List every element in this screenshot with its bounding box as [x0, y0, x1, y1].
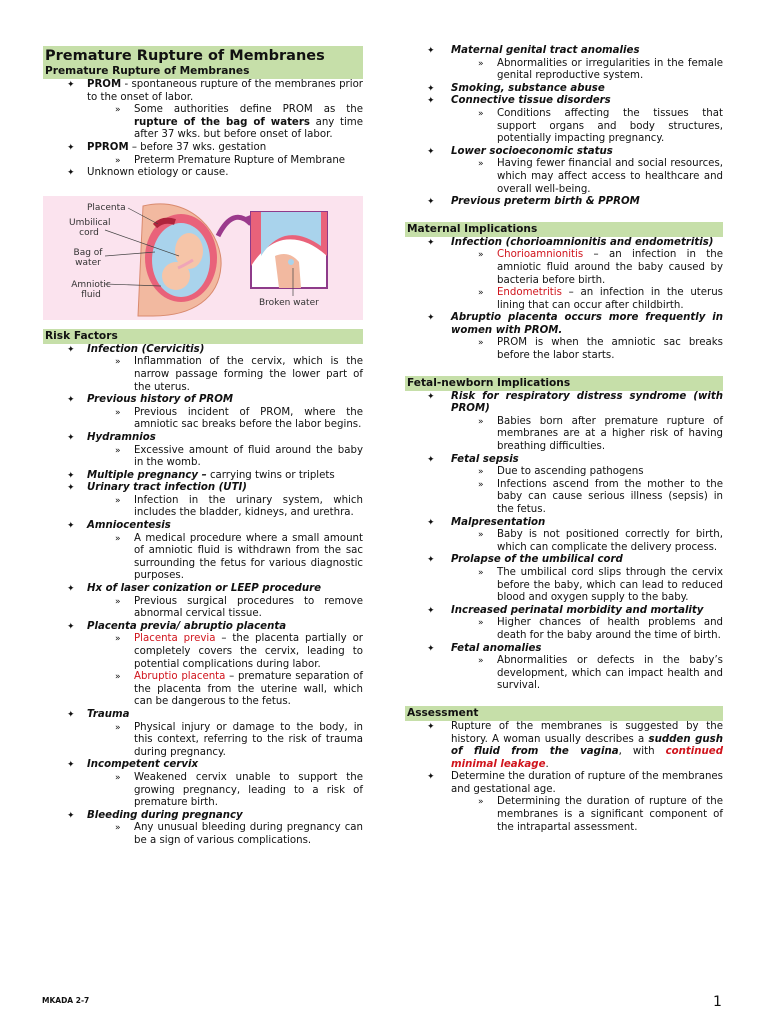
list-item: » Determining the duration of rupture of the membranes is a significant component of the intrapartal assessment. — [405, 796, 723, 834]
label-broken-water: Broken water — [259, 297, 319, 308]
list-item: » Infection in the urinary system, which includes the bladder, kidneys, and urethra. — [43, 495, 363, 520]
list-item: ✦ Lower socioeconomic status — [405, 146, 723, 159]
section-heading-maternal: Maternal Implications — [405, 222, 723, 237]
list-item: » Chorioamnionitis – an infection in the amniotic fluid around the baby caused by bacteria before birth. — [405, 249, 723, 287]
section-heading-assessment: Assessment — [405, 706, 723, 721]
list-item: ✦ Malpresentation — [405, 517, 723, 530]
section-heading-fetal: Fetal-newborn Implications — [405, 376, 723, 391]
list-item: ✦ Multiple pregnancy – carrying twins or triplets — [43, 470, 363, 483]
footer-code: MKADA 2-7 — [42, 996, 90, 1005]
fetal-implications-list — [405, 391, 723, 693]
list-item: ✦ Abruptio placenta occurs more frequently in women with PROM. — [405, 312, 723, 337]
label-amniotic-fluid: Amniotic fluid — [71, 279, 111, 300]
risk-factors-list — [43, 344, 363, 848]
list-item: » The umbilical cord slips through the cervix before the baby, which can lead to reduced blood and oxygen supply to the baby. — [405, 567, 723, 605]
list-item: » Abnormalities or defects in the baby’s development, which can impact health and survival. — [405, 655, 723, 693]
list-item: ✦ Unknown etiology or cause. — [43, 167, 363, 180]
list-item: ✦ Fetal anomalies — [405, 643, 723, 656]
list-item: ✦ Maternal genital tract anomalies — [405, 45, 723, 58]
maternal-implications-list — [405, 237, 723, 363]
list-item: » Previous surgical procedures to remove abnormal cervical tissue. — [43, 596, 363, 621]
list-item: ✦ Hx of laser conization or LEEP procedure — [43, 583, 363, 596]
right-column — [405, 45, 723, 834]
list-item: » Higher chances of health problems and death for the baby around the time of birth. — [405, 617, 723, 642]
list-item: ✦ Bleeding during pregnancy — [43, 810, 363, 823]
list-item: » Due to ascending pathogens — [405, 466, 723, 479]
list-item: ✦ Infection (Cervicitis) — [43, 344, 363, 357]
assessment-list — [405, 721, 723, 834]
list-item: ✦ Determine the duration of rupture of the membranes and gestational age. — [405, 771, 723, 796]
list-item: » A medical procedure where a small amount of amniotic fluid is withdrawn from the sac surrounding the fetus for various diagnostic purposes. — [43, 533, 363, 583]
list-item: ✦ Risk for respiratory distress syndrome (with PROM) — [405, 391, 723, 416]
list-item: » Weakened cervix unable to support the growing pregnancy, leading to a risk of premature birth. — [43, 772, 363, 810]
list-item: ✦ PPROM – before 37 wks. gestation — [43, 142, 363, 155]
list-item: » Some authorities define PROM as the rupture of the bag of waters any time after 37 wks. but before onset of labor. — [43, 104, 363, 142]
label-umbilical-cord: Umbilical cord — [69, 217, 111, 238]
list-item: ✦ Rupture of the membranes is suggested by the history. A woman usually describes a sudden gush of fluid from the vagina, with continued minimal leakage. — [405, 721, 723, 771]
list-item: » Previous incident of PROM, where the amniotic sac breaks before the labor begins. — [43, 407, 363, 432]
list-item: ✦ Connective tissue disorders — [405, 95, 723, 108]
risk-factors-continued-list — [405, 45, 723, 209]
list-item: ✦ Increased perinatal morbidity and mortality — [405, 605, 723, 618]
label-bag-of-water: Bag of water — [73, 247, 103, 268]
list-item: ✦ Smoking, substance abuse — [405, 83, 723, 96]
list-item: ✦ Incompetent cervix — [43, 759, 363, 772]
list-item: ✦ Trauma — [43, 709, 363, 722]
list-item: » Preterm Premature Rupture of Membrane — [43, 155, 363, 168]
left-column — [43, 46, 363, 848]
list-item: » Any unusual bleeding during pregnancy can be a sign of various complications. — [43, 822, 363, 847]
list-item: ✦ Placenta previa/ abruptio placenta — [43, 621, 363, 634]
list-item: ✦ Infection (chorioamnionitis and endometritis) — [405, 237, 723, 250]
list-item: » Abnormalities or irregularities in the female genital reproductive system. — [405, 58, 723, 83]
list-item: » Conditions affecting the tissues that support organs and body structures, potentially impacting pregnancy. — [405, 108, 723, 146]
list-item: » PROM is when the amniotic sac breaks before the labor starts. — [405, 337, 723, 362]
page-title: Premature Rupture of Membranes — [43, 46, 363, 65]
page-number: 1 — [713, 994, 722, 1010]
list-item: » Baby is not positioned correctly for birth, which can complicate the delivery process. — [405, 529, 723, 554]
list-item: » Physical injury or damage to the body, in this context, referring to the risk of trauma during pregnancy. — [43, 722, 363, 760]
list-item: ✦ Fetal sepsis — [405, 454, 723, 467]
list-item: » Excessive amount of fluid around the baby in the womb. — [43, 445, 363, 470]
list-item: ✦ Prolapse of the umbilical cord — [405, 554, 723, 567]
label-placenta: Placenta — [87, 202, 126, 213]
list-item: ✦ PROM - spontaneous rupture of the membranes prior to the onset of labor. — [43, 79, 363, 104]
list-item: » Babies born after premature rupture of membranes are at a higher risk of having breathing difficulties. — [405, 416, 723, 454]
list-item: » Abruptio placenta – premature separation of the placenta from the uterine wall, which can be dangerous to the fetus. — [43, 671, 363, 709]
list-item: ✦ Urinary tract infection (UTI) — [43, 482, 363, 495]
list-item: » Placenta previa – the placenta partially or completely covers the cervix, leading to potential complications during labor. — [43, 633, 363, 671]
list-item: » Endometritis – an infection in the uterus lining that can occur after childbirth. — [405, 287, 723, 312]
list-item: ✦ Previous history of PROM — [43, 394, 363, 407]
list-item: ✦ Amniocentesis — [43, 520, 363, 533]
section-heading-risk: Risk Factors — [43, 329, 363, 344]
list-item: » Infections ascend from the mother to the baby can cause serious illness (sepsis) in the fetus. — [405, 479, 723, 517]
list-item: » Having fewer financial and social resources, which may affect access to healthcare and overall well-being. — [405, 158, 723, 196]
list-item: ✦ Hydramnios — [43, 432, 363, 445]
definitions-list — [43, 79, 363, 180]
list-item: » Inflammation of the cervix, which is the narrow passage forming the lower part of the uterus. — [43, 356, 363, 394]
prom-illustration — [43, 196, 363, 320]
list-item: ✦ Previous preterm birth & PPROM — [405, 196, 723, 209]
section-heading-prom: Premature Rupture of Membranes — [43, 65, 363, 79]
